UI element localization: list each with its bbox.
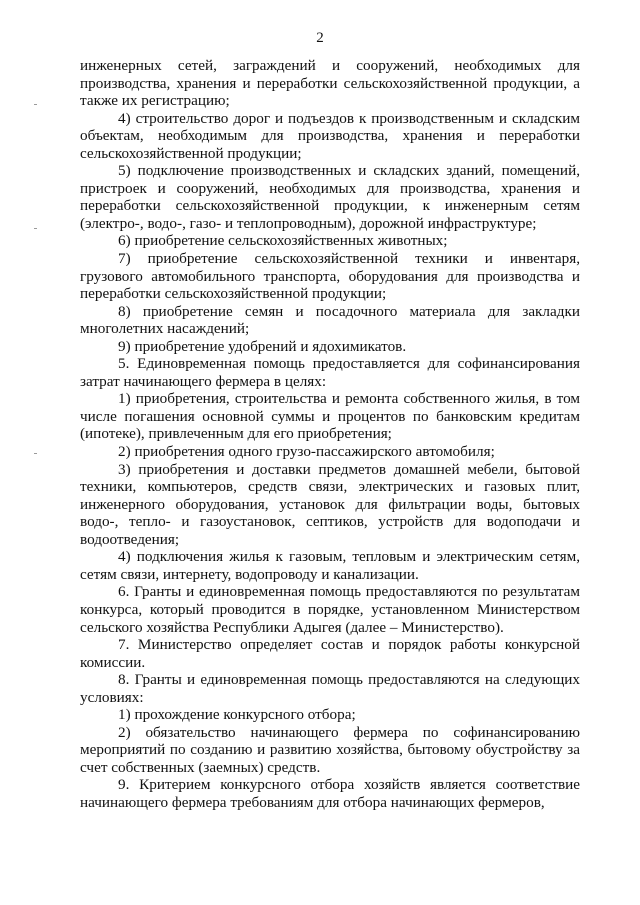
paragraph: 5) подключение производственных и складских зданий, помещений, пристроек и сооружений, необходимых для производства, хранения и переработки сельскохозяйственной продукции, к инженерным сетям (электро-, водо-, газо- и теплопроводным), дорожной инфраструктуре; [80, 162, 580, 232]
paragraph: 6) приобретение сельскохозяйственных животных; [118, 232, 448, 250]
paragraph: инженерных сетей, заграждений и сооружений, необходимых для производства, хранения и переработки сельскохозяйственной продукции, а также их регистрацию; [80, 57, 580, 110]
paragraph: 1) прохождение конкурсного отбора; [118, 706, 356, 724]
paragraph: 9. Критерием конкурсного отбора хозяйств является соответствие начинающего фермера требованиям для отбора начинающих фермеров, [80, 776, 580, 811]
paragraph: 4) подключения жилья к газовым, тепловым и электрическим сетям, сетям связи, интернету, водопроводу и канализации. [80, 548, 580, 583]
scan-margin-mark [34, 104, 37, 105]
paragraph: 7) приобретение сельскохозяйственной техники и инвентаря, грузового автомобильного транспорта, оборудования для производства и переработки сельскохозяйственной продукции; [80, 250, 580, 303]
paragraph: 5. Единовременная помощь предоставляется для софинансирования затрат начинающего фермера в целях: [80, 355, 580, 390]
paragraph: 2) приобретения одного грузо-пассажирского автомобиля; [118, 443, 495, 461]
page-number: 2 [316, 30, 324, 46]
paragraph: 8) приобретение семян и посадочного материала для закладки многолетних насаждений; [80, 302, 580, 338]
paragraph: 4) строительство дорог и подъездов к производственным и складским объектам, необходимым для производства, хранения и переработки сельскохозяйственной продукции; [80, 109, 580, 162]
paragraph: 2) обязательство начинающего фермера по софинансированию мероприятий по созданию и развитию хозяйства, бытовому обустройству за счет собственных (заемных) средств. [80, 723, 580, 776]
scan-margin-mark [34, 453, 37, 454]
paragraph: 7. Министерство определяет состав и порядок работы конкурсной комиссии. [80, 636, 580, 671]
scan-margin-mark [34, 228, 37, 229]
paragraph: 8. Гранты и единовременная помощь предоставляются на следующих условиях: [80, 671, 580, 706]
paragraph: 3) приобретения и доставки предметов домашней мебели, бытовой техники, компьютеров, средств связи, электрических и газовых плит, инженерного оборудования, установок для фильтрации воды, бытовых водо-, тепло- и газоустановок, септиков, устройств для водоподачи и водоотведения; [80, 460, 580, 548]
paragraph: 6. Гранты и единовременная помощь предоставляются по результатам конкурса, который проводится в порядке, установленном Министерством сельского хозяйства Республики Адыгея (далее – Министерство). [80, 583, 580, 636]
paragraph: 1) приобретения, строительства и ремонта собственного жилья, в том числе погашения основной суммы и процентов по банковским кредитам (ипотеке), привлеченным для его приобретения; [80, 390, 580, 443]
paragraph: 9) приобретение удобрений и ядохимикатов. [118, 337, 407, 355]
document-body [80, 57, 580, 812]
